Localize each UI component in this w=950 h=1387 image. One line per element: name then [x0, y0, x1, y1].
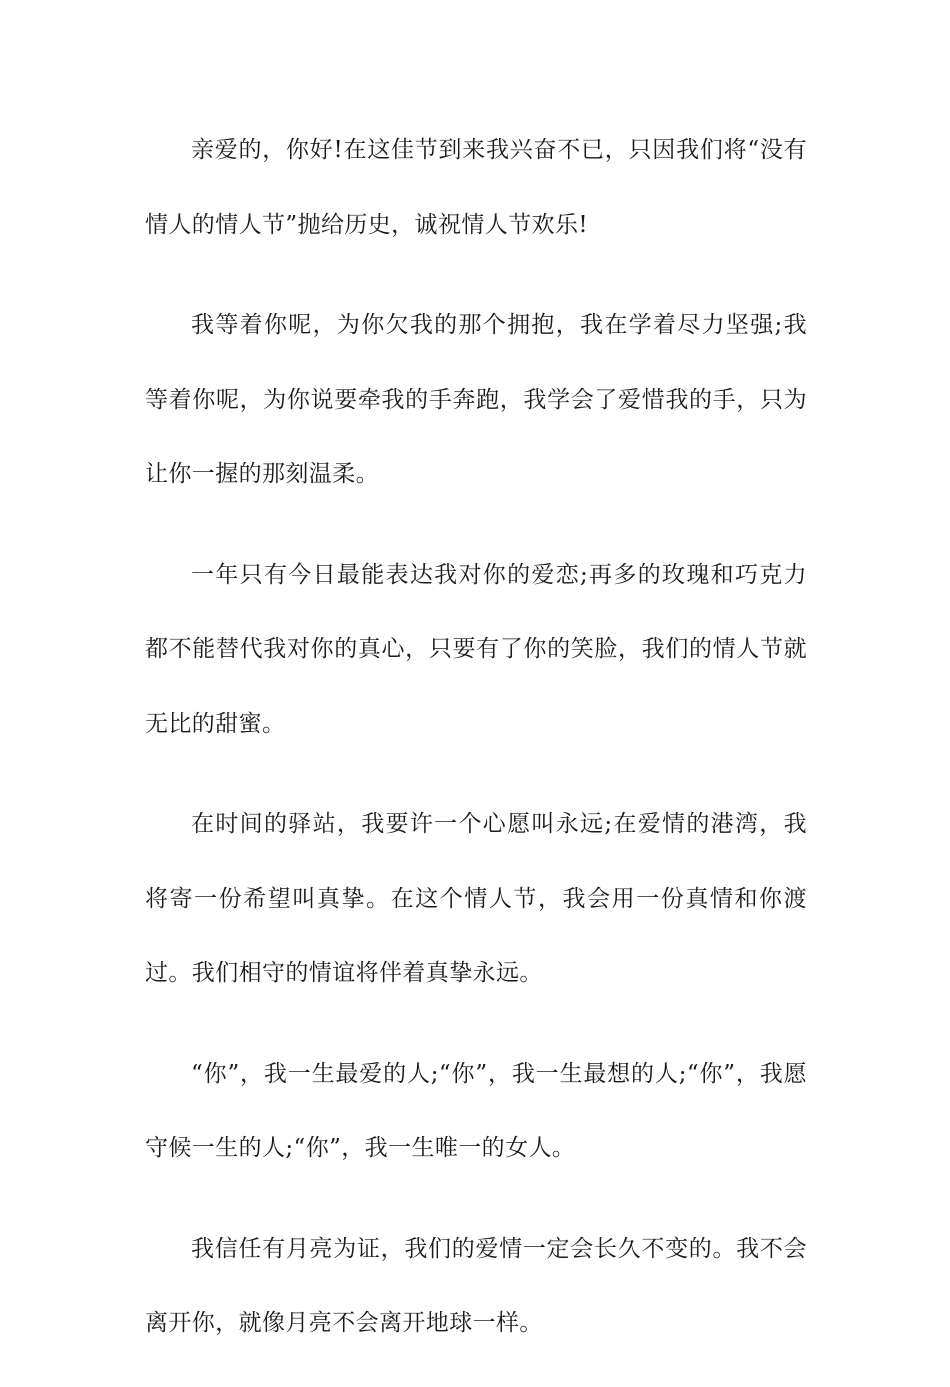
paragraph-6: 我信任有月亮为证，我们的爱情一定会长久不变的。我不会离开你，就像月亮不会离开地球一样。: [145, 1235, 807, 1336]
paragraph-1: 亲爱的，你好!在这佳节到来我兴奋不已，只因我们将“没有情人的情人节”抛给历史，诚祝情人节欢乐!: [145, 137, 807, 238]
paragraph-3: 一年只有今日最能表达我对你的爱恋;再多的玫瑰和巧克力都不能替代我对你的真心，只要有了你的笑脸，我们的情人节就无比的甜蜜。: [145, 561, 807, 737]
paragraph-4: 在时间的驿站，我要许一个心愿叫永远;在爱情的港湾，我将寄一份希望叫真挚。在这个情人节，我会用一份真情和你渡过。我们相守的情谊将伴着真挚永远。: [145, 811, 807, 986]
document-body: [145, 113, 807, 1387]
paragraph-2: 我等着你呢，为你欠我的那个拥抱，我在学着尽力坚强;我等着你呢，为你说要牵我的手奔跑，我学会了爱惜我的手，只为让你一握的那刻温柔。: [145, 312, 807, 487]
paragraph-5: “你”，我一生最爱的人;“你”，我一生最想的人;“你”，我愿守候一生的人;“你”，我一生唯一的女人。: [145, 1060, 807, 1161]
